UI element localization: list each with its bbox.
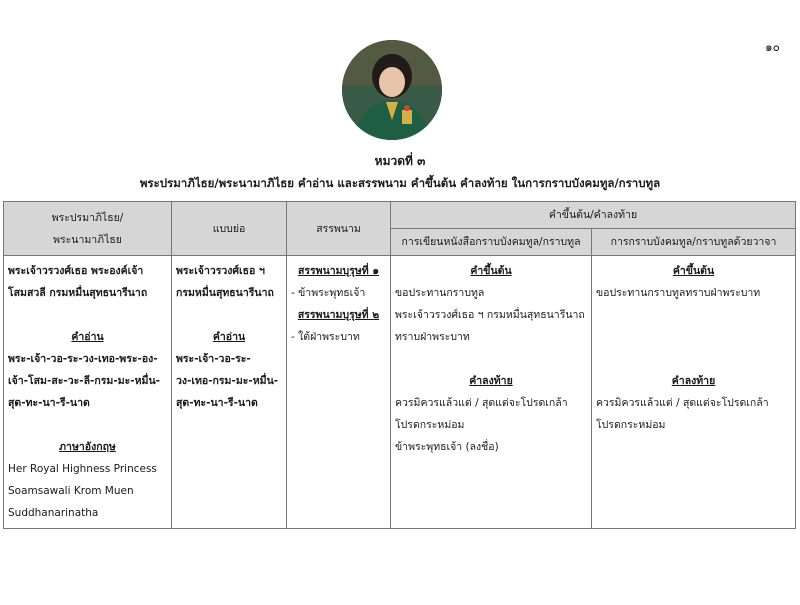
written-opening-heading: คำขึ้นต้น [470, 265, 512, 277]
abbr-reading-line2: วง-เทอ-กรม-มะ-หมื่น- [176, 375, 279, 387]
written-closing-line1: ควรมิควรแล้วแต่ / สุดแต่จะโปรดเกล้า [395, 397, 568, 409]
header-royal-name-line1: พระปรมาภิไธย/ [51, 211, 124, 224]
title-forms-table [3, 201, 796, 529]
english-line2: Soamsawali Krom Muen [8, 485, 134, 497]
written-opening-line3: ทราบฝ่าพระบาท [395, 331, 470, 343]
cell-royal-name [4, 256, 172, 529]
royal-name-line2: โสมสวลี กรมหมื่นสุทธนารีนาถ [8, 287, 148, 299]
header-royal-name-line2: พระนามาภิไธย [53, 233, 122, 246]
second-person-value: - ใต้ฝ่าพระบาท [291, 331, 360, 343]
spoken-closing-heading: คำลงท้าย [671, 375, 716, 387]
cell-spoken-form [592, 256, 796, 529]
first-person-heading: สรรพนามบุรุษที่ ๑ [297, 265, 380, 277]
reading-line1: พระ-เจ้า-วอ-ระ-วง-เทอ-พระ-อง- [8, 353, 158, 365]
abbr-line1: พระเจ้าวรวงศ์เธอ ฯ [176, 265, 265, 277]
cell-abbreviation [172, 256, 287, 529]
written-opening-line1: ขอประทานกราบทูล [395, 287, 485, 299]
reading-line3: สุด-ทะ-นา-รี-นาด [8, 397, 90, 409]
page-number: ๑๐ [765, 40, 780, 54]
abbr-reading-heading: คำอ่าน [212, 331, 246, 343]
written-closing-line2: โปรดกระหม่อม [395, 419, 465, 431]
spoken-opening-heading: คำขึ้นต้น [672, 265, 715, 277]
portrait-photo [342, 40, 442, 140]
cell-written-form [391, 256, 592, 529]
header-pronoun: สรรพนาม [287, 202, 391, 256]
english-line3: Suddhanarinatha [8, 507, 99, 519]
header-written: การเขียนหนังสือกราบบังคมทูล/กราบทูล [391, 229, 592, 256]
written-opening-line2: พระเจ้าวรวงศ์เธอ ฯ กรมหมื่นสุทธนารีนาถ [395, 309, 585, 321]
cell-pronoun [287, 256, 391, 529]
header-opening-closing: คำขึ้นต้น/คำลงท้าย [391, 202, 796, 229]
first-person-value: - ข้าพระพุทธเจ้า [291, 287, 366, 299]
written-closing-heading: คำลงท้าย [469, 375, 513, 387]
english-line1: Her Royal Highness Princess [8, 463, 157, 475]
section-subtitle: พระปรมาภิไธย/พระนามาภิไธย คำอ่าน และสรรพนาม คำขึ้นต้น คำลงท้าย ในการกราบบังคมทูล/กราบทูล [139, 176, 661, 190]
spoken-closing-line2: โปรดกระหม่อม [596, 419, 666, 431]
chapter-title: หมวดที่ ๓ [374, 154, 426, 168]
abbr-reading-line3: สุด-ทะ-นา-รี-นาด [176, 397, 258, 409]
reading-heading: คำอ่าน [71, 331, 104, 343]
royal-name-line1: พระเจ้าวรวงศ์เธอ พระองค์เจ้า [8, 265, 144, 277]
table-row [4, 256, 796, 529]
abbr-reading-line1: พระ-เจ้า-วอ-ระ- [176, 353, 251, 365]
abbr-line2: กรมหมื่นสุทธนารีนาถ [176, 287, 274, 299]
spoken-opening-line1: ขอประทานกราบทูลทราบฝ่าพระบาท [596, 287, 761, 299]
second-person-heading: สรรพนามบุรุษที่ ๒ [297, 309, 380, 321]
header-spoken: การกราบบังคมทูล/กราบทูลด้วยวาจา [592, 229, 796, 256]
reading-line2: เจ้า-โสม-สะ-วะ-ลี-กรม-มะ-หมื่น- [8, 375, 160, 387]
english-heading: ภาษาอังกฤษ [59, 441, 116, 453]
header-royal-name [4, 202, 172, 256]
portrait-image [342, 40, 442, 140]
header-abbreviation: แบบย่อ [172, 202, 287, 256]
spoken-closing-line1: ควรมิควรแล้วแต่ / สุดแต่จะโปรดเกล้า [596, 397, 769, 409]
written-closing-line3: ข้าพระพุทธเจ้า (ลงชื่อ) [395, 441, 499, 453]
